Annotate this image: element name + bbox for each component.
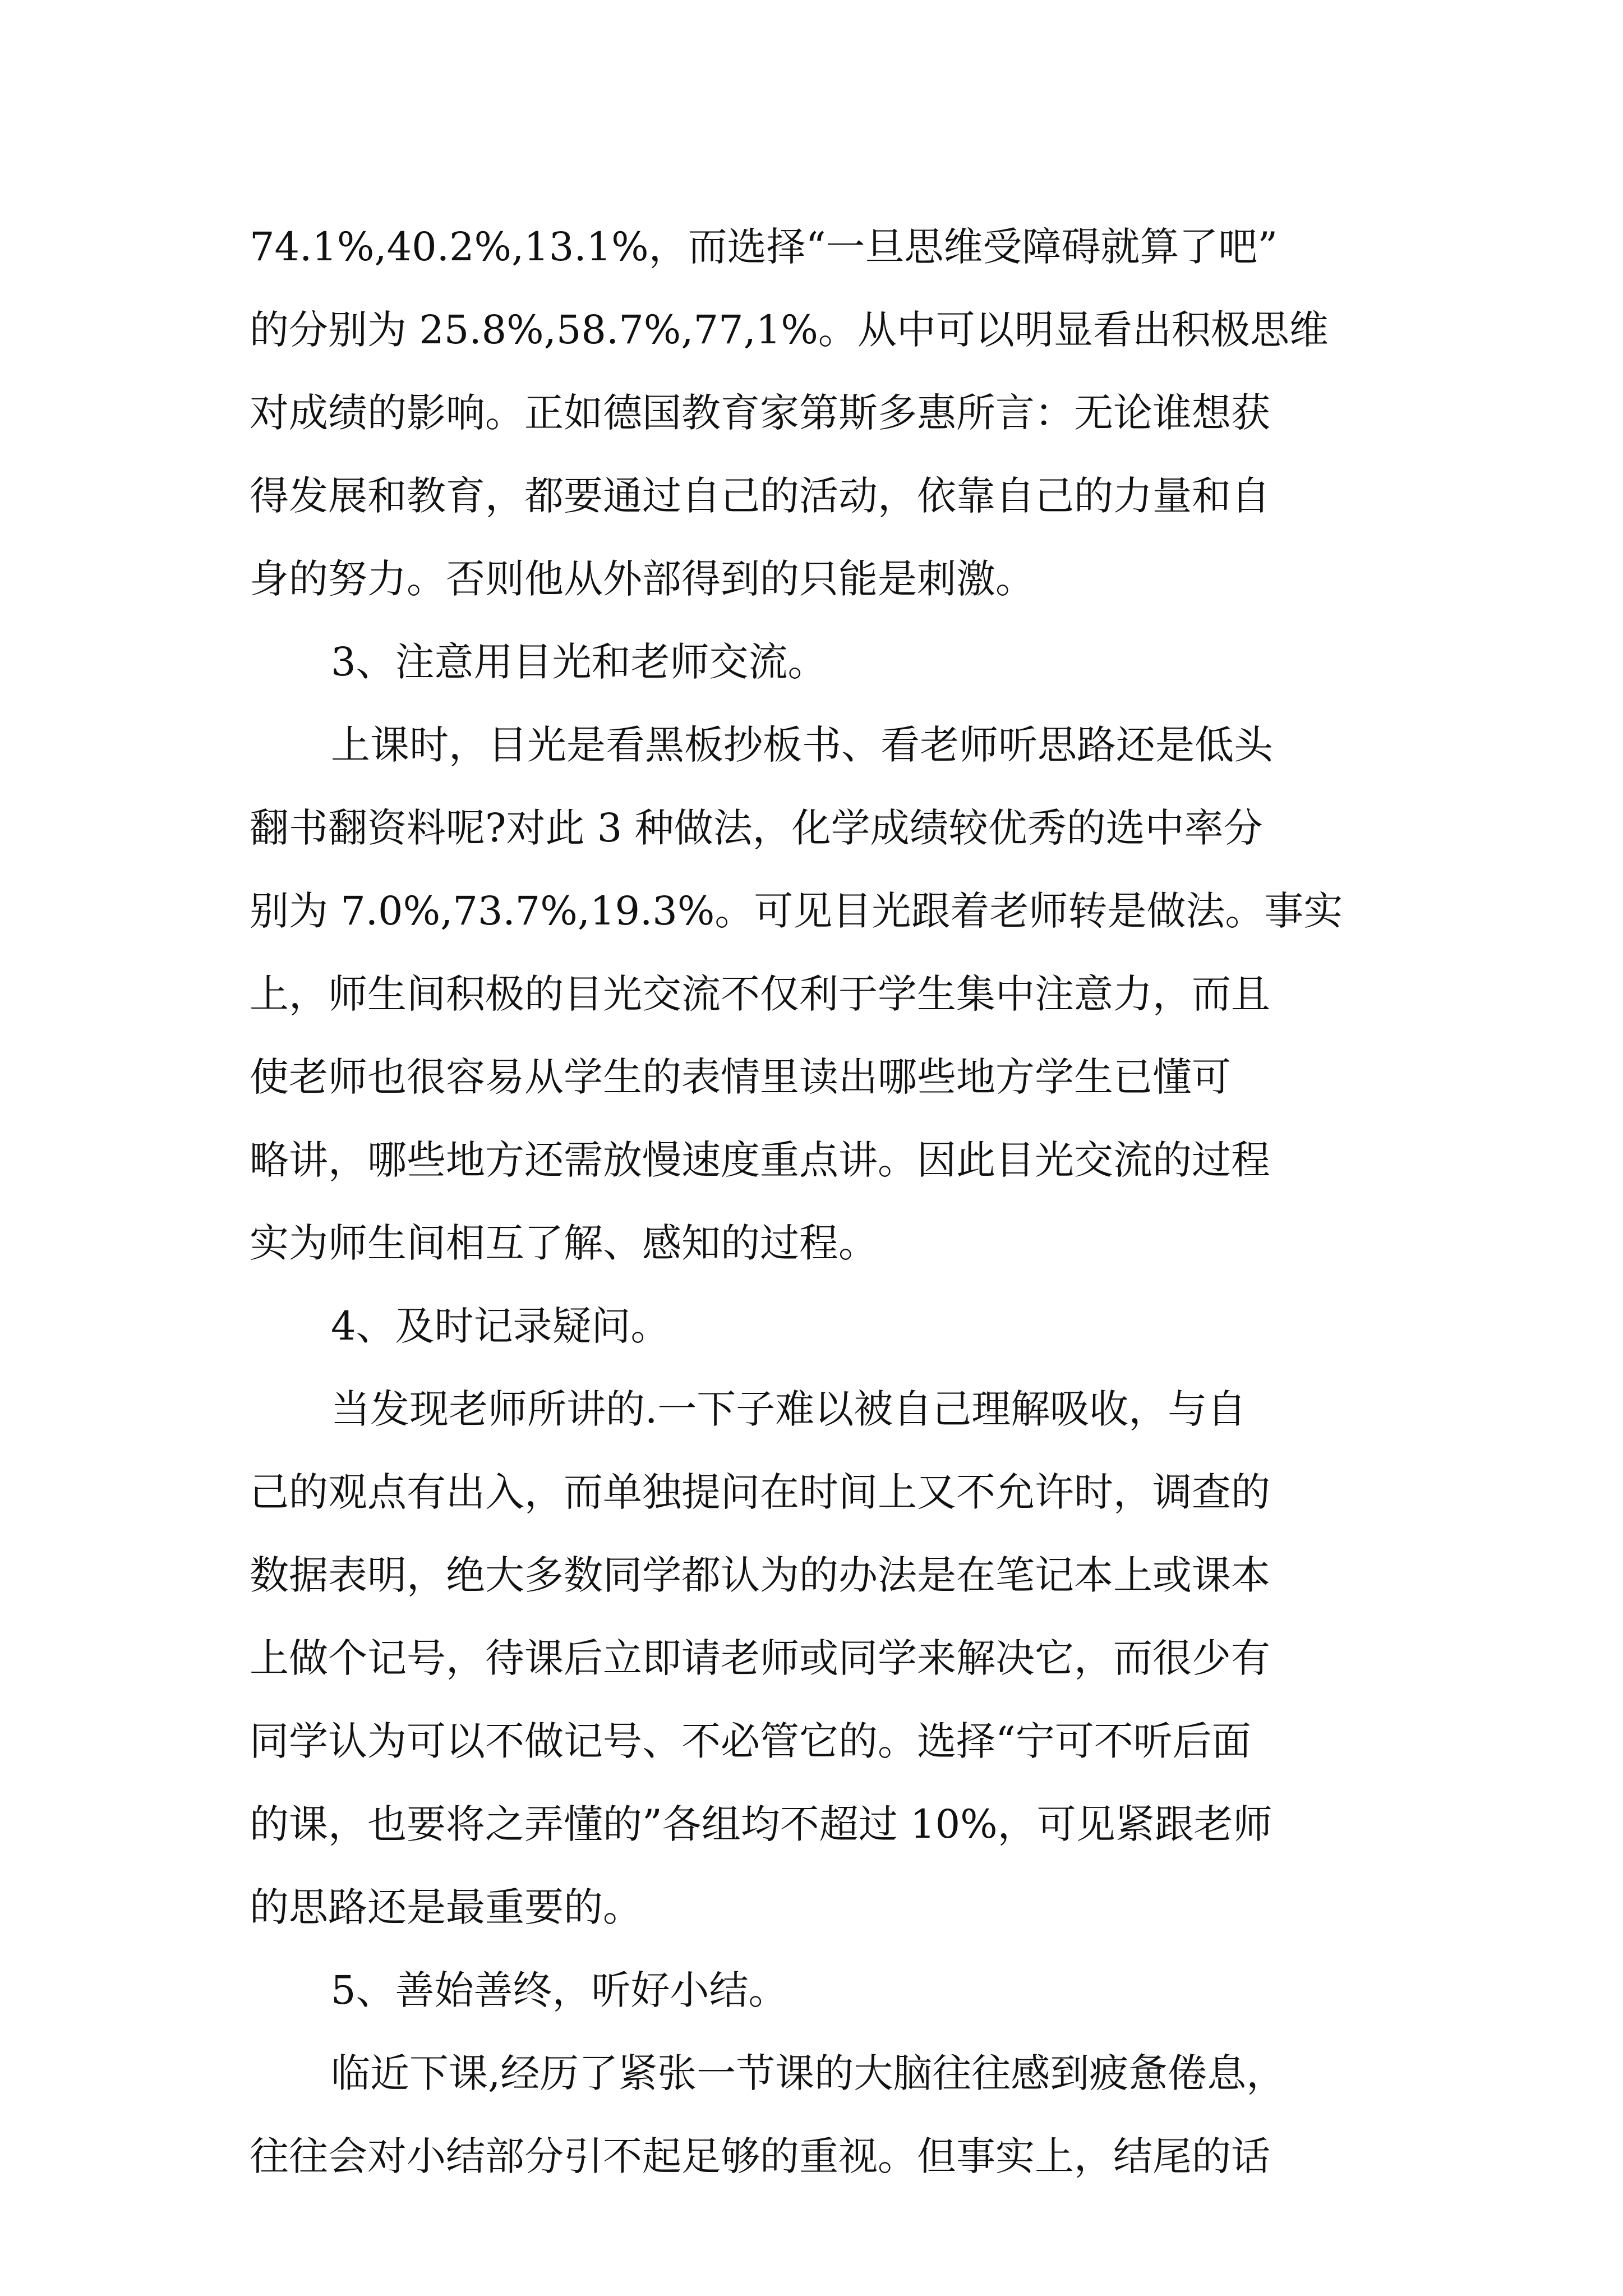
text-line: 的课，也要将之弄懂的”各组均不超过 10%，可见紧跟老师 [250, 1801, 1272, 1847]
text-line: 74.1%,40.2%,13.1%，而选择“一旦思维受障碍就算了吧” [250, 224, 1278, 270]
text-line: 得发展和教育，都要通过自己的活动，依靠自己的力量和自 [250, 473, 1270, 519]
text-line: 的思路还是最重要的。 [250, 1884, 642, 1930]
section-heading: 5、善始善终，听好小结。 [331, 1967, 788, 2013]
section-heading: 4、及时记录疑问。 [331, 1303, 670, 1349]
text-line: 上做个记号，待课后立即请老师或同学来解决它，而很少有 [250, 1635, 1270, 1681]
text-line: 同学认为可以不做记号、不必管它的。选择“宁可不听后面 [250, 1718, 1251, 1764]
text-line: 己的观点有出入，而单独提问在时间上又不允许时，调查的 [250, 1469, 1270, 1515]
section-heading: 3、注意用目光和老师交流。 [331, 639, 827, 685]
text-line: 使老师也很容易从学生的表情里读出哪些地方学生已懂可 [250, 1054, 1231, 1100]
paragraph-start: 当发现老师所讲的.一下子难以被自己理解吸收，与自 [331, 1386, 1247, 1432]
text-line: 上，师生间积极的目光交流不仅利于学生集中注意力，而且 [250, 971, 1270, 1017]
text-line: 的分别为 25.8%,58.7%,77,1%。从中可以明显看出积极思维 [250, 307, 1329, 353]
paragraph-start: 临近下课,经历了紧张一节课的大脑往往感到疲惫倦息， [331, 2050, 1286, 2096]
text-line: 实为师生间相互了解、感知的过程。 [250, 1220, 878, 1266]
text-line: 数据表明，绝大多数同学都认为的办法是在笔记本上或课本 [250, 1552, 1270, 1598]
document-body [250, 205, 1388, 2198]
paragraph-start: 上课时，目光是看黑板抄板书、看老师听思路还是低头 [331, 722, 1273, 768]
text-line: 翻书翻资料呢?对此 3 种做法，化学成绩较优秀的选中率分 [250, 805, 1263, 851]
text-line: 往往会对小结部分引不起足够的重视。但事实上，结尾的话 [250, 2133, 1270, 2179]
text-line: 身的努力。否则他从外部得到的只能是刺激。 [250, 556, 1035, 602]
text-line: 别为 7.0%,73.7%,19.3%。可见目光跟着老师转是做法。事实 [250, 888, 1343, 934]
text-line: 对成绩的影响。正如德国教育家第斯多惠所言：无论谁想获 [250, 390, 1270, 436]
text-line: 略讲，哪些地方还需放慢速度重点讲。因此目光交流的过程 [250, 1137, 1270, 1183]
